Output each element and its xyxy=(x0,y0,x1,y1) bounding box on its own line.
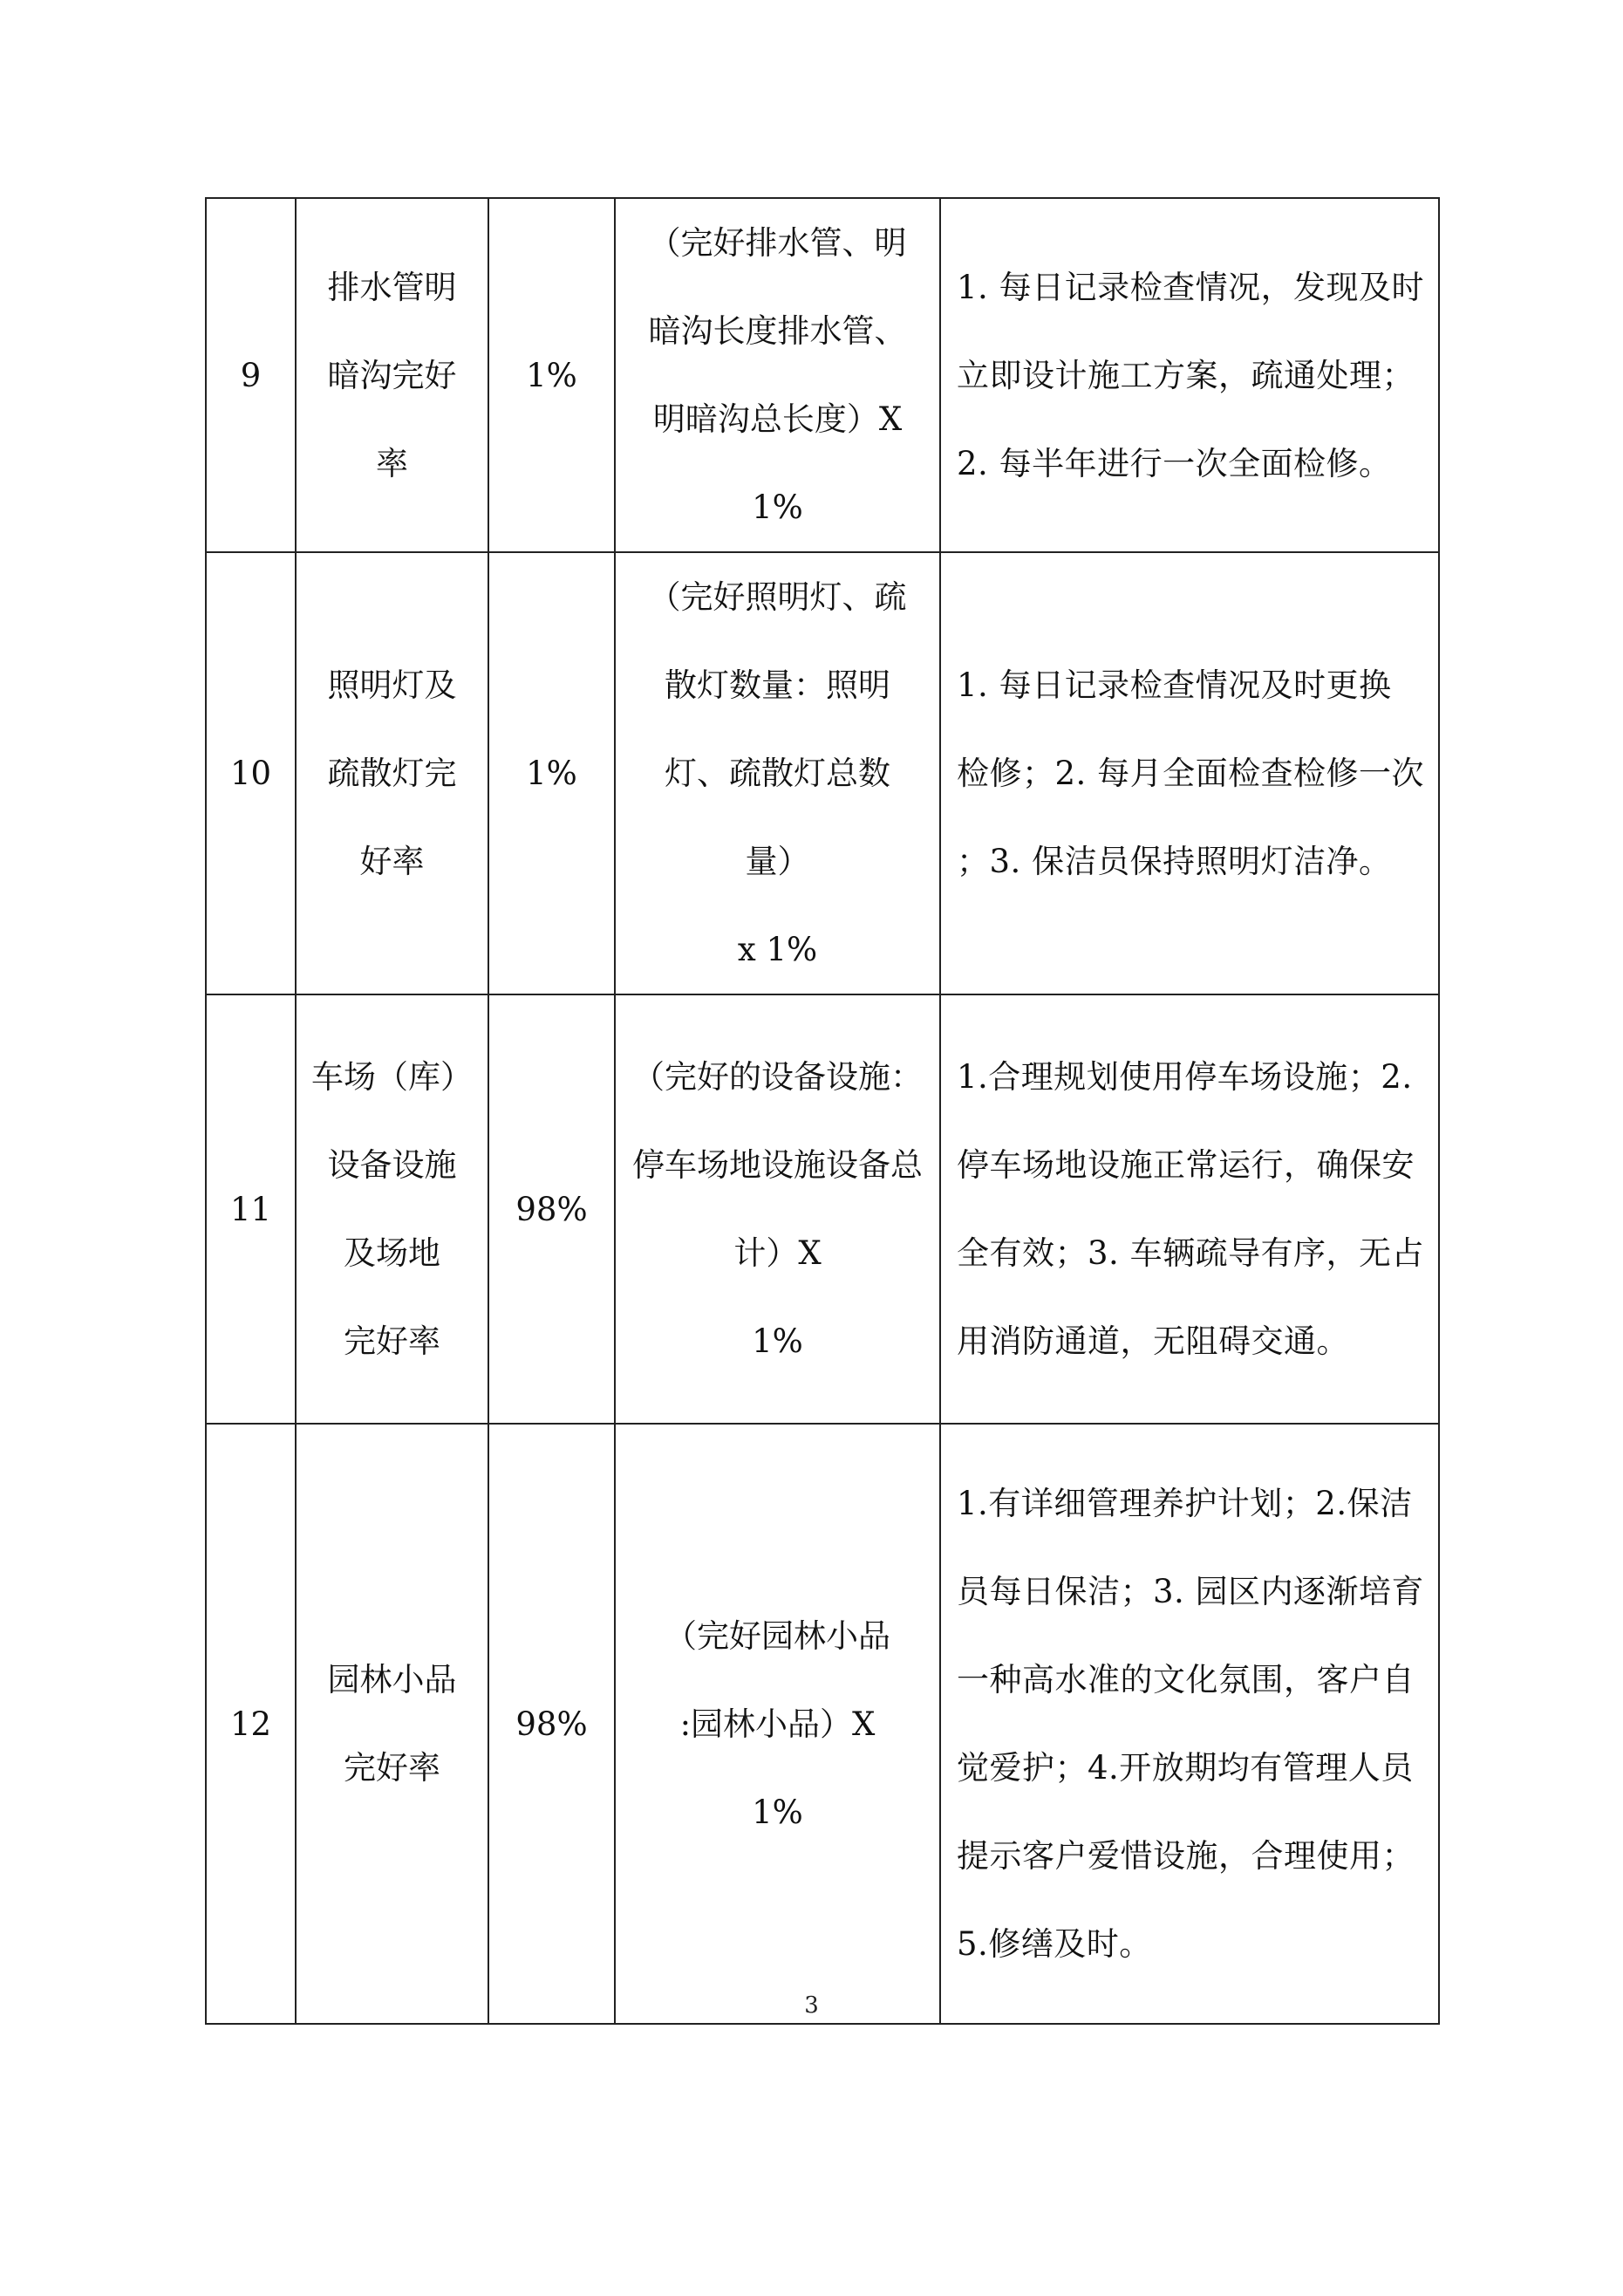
target-rate-cell: 98% xyxy=(488,994,615,1424)
table-row xyxy=(206,994,1439,1424)
table-row xyxy=(206,1424,1439,2024)
method-cell: 1. 每日记录检查情况及时更换 检修；2. 每月全面检查检修一次 ；3. 保洁员保持照明灯洁净。 xyxy=(940,552,1439,994)
method-cell: 1.合理规划使用停车场设施；2. 停车场地设施正常运行，确保安 全有效；3. 车辆疏导有序，无占 用消防通道，无阻碍交通。 xyxy=(940,994,1439,1424)
item-name-cell: 排水管明 暗沟完好 率 xyxy=(296,198,488,552)
formula-cell: （完好排水管、明 暗沟长度排水管、 明暗沟总长度）X 1% xyxy=(615,198,940,552)
target-rate-cell: 98% xyxy=(488,1424,615,2024)
method-cell: 1.有详细管理养护计划；2.保洁 员每日保洁；3. 园区内逐渐培育 一种高水准的文化氛围，客户自 觉爱护；4.开放期均有管理人员 提示客户爱惜设施，合理使用； 5.修缮及时。 xyxy=(940,1424,1439,2024)
table-row xyxy=(206,552,1439,994)
row-number-cell: 10 xyxy=(206,552,296,994)
item-name-cell: 园林小品 完好率 xyxy=(296,1424,488,2024)
formula-cell: （完好园林小品 :园林小品）X 1% xyxy=(615,1424,940,2024)
item-name-cell: 车场（库） 设备设施 及场地 完好率 xyxy=(296,994,488,1424)
formula-cell: （完好照明灯、疏 散灯数量：照明 灯、疏散灯总数 量） x 1% xyxy=(615,552,940,994)
page-number: 3 xyxy=(804,1992,819,2019)
item-name-cell: 照明灯及 疏散灯完 好率 xyxy=(296,552,488,994)
standards-table xyxy=(205,197,1440,2025)
method-cell: 1. 每日记录检查情况，发现及时 立即设计施工方案，疏通处理； 2. 每半年进行一次全面检修。 xyxy=(940,198,1439,552)
row-number-cell: 11 xyxy=(206,994,296,1424)
formula-cell: （完好的设备设施： 停车场地设施设备总 计）X 1% xyxy=(615,994,940,1424)
row-number-cell: 12 xyxy=(206,1424,296,2024)
target-rate-cell: 1% xyxy=(488,552,615,994)
table-row xyxy=(206,198,1439,552)
target-rate-cell: 1% xyxy=(488,198,615,552)
row-number-cell: 9 xyxy=(206,198,296,552)
